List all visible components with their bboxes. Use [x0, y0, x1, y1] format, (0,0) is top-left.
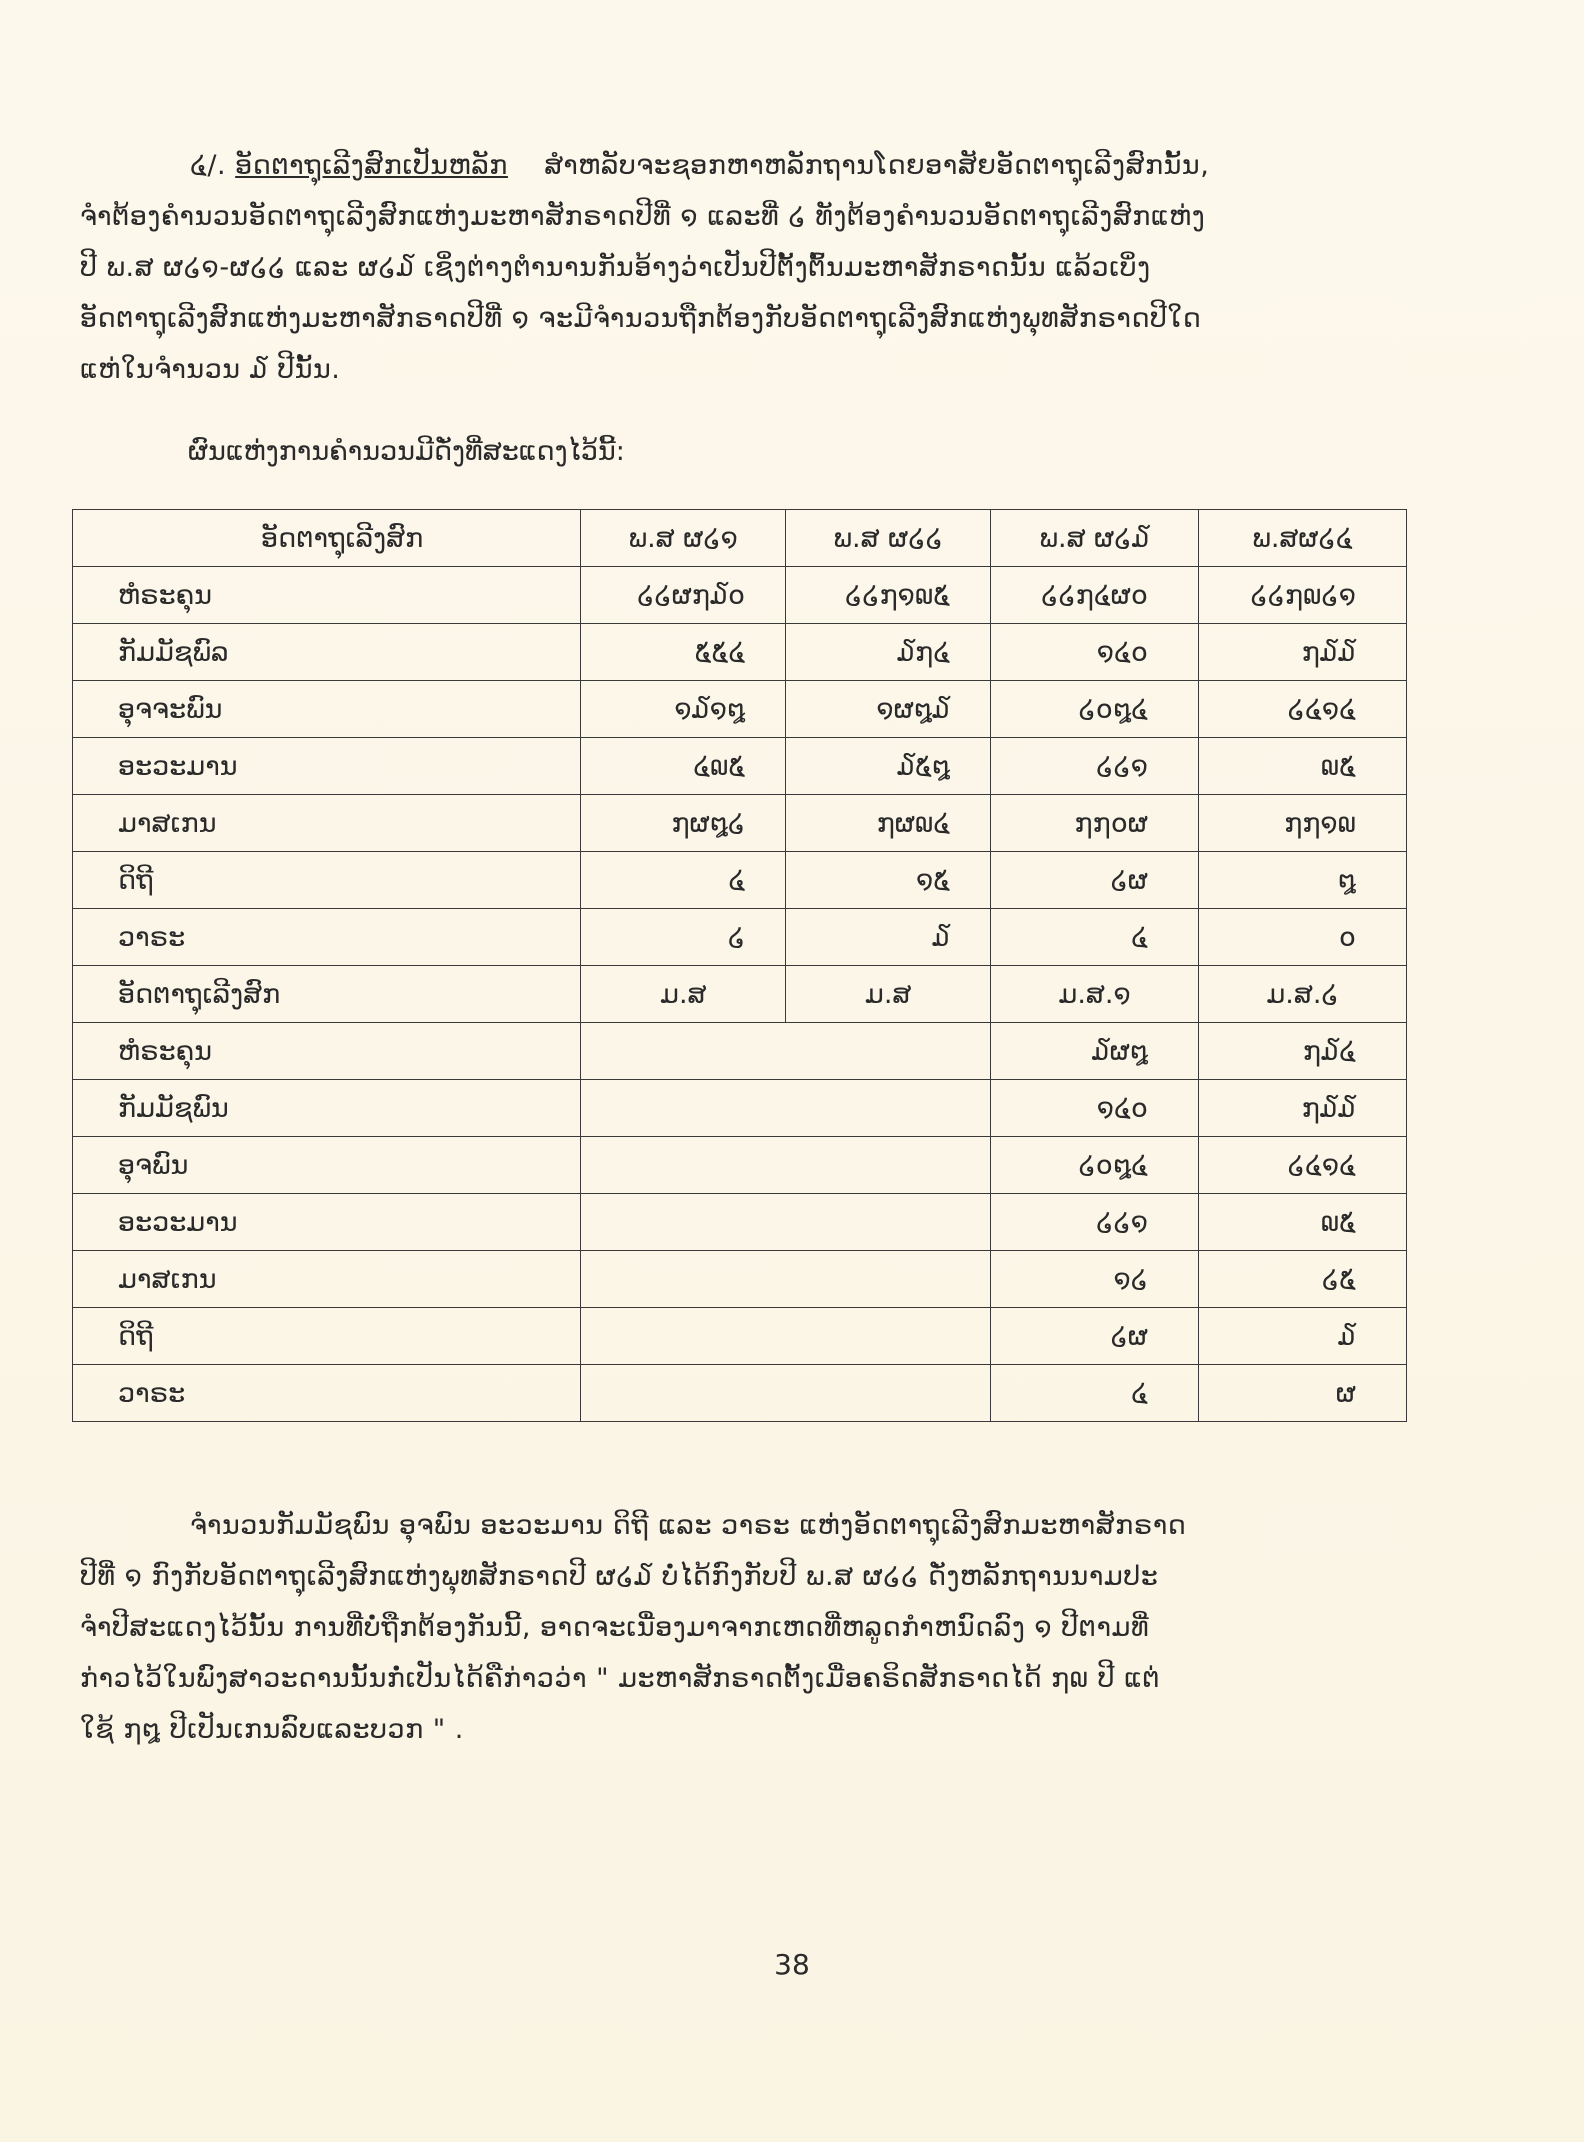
- calculation-table: [72, 509, 1407, 1422]
- table-cell: ໒໐໘໔: [991, 681, 1199, 738]
- table-row: [73, 624, 1407, 681]
- era-cell: ມ.ສ.໒: [1199, 966, 1407, 1023]
- table-cell: ໗໓໔: [1199, 1023, 1407, 1080]
- table-cell: ໗໓໓: [1199, 1080, 1407, 1137]
- page-number: 38: [774, 1948, 810, 1981]
- table-cell: ໒໔໑໔: [1199, 681, 1407, 738]
- table-row: [73, 795, 1407, 852]
- table-cell: ໐: [1199, 909, 1407, 966]
- table-cell: ໑໔໐: [991, 624, 1199, 681]
- table-cell: ໒໕: [1199, 1251, 1407, 1308]
- table-row: [73, 1023, 1407, 1080]
- table-cell: ໑໔໐: [991, 1080, 1199, 1137]
- table-cell: ໔: [581, 852, 786, 909]
- table-cell: ໗໗໐ຜ: [991, 795, 1199, 852]
- era-cell: ມ.ສ: [786, 966, 991, 1023]
- row-label: ວາຣະ: [73, 909, 581, 966]
- empty-cell: [581, 1251, 991, 1308]
- table-cell: ໒໒໑: [991, 738, 1199, 795]
- row-label: ຫໍຣະຄຸນ: [73, 1023, 581, 1080]
- empty-cell: [581, 1308, 991, 1365]
- empty-cell: [581, 1137, 991, 1194]
- paragraph-1-line-5: ແຫ່ໃນຈຳນວນ ໓ ປີນັ້ນ.: [80, 354, 341, 385]
- paragraph-1: [80, 140, 1475, 395]
- table-cell: ໑໓໑໘: [581, 681, 786, 738]
- table-cell: ໒໒໗໙໒໑: [1199, 567, 1407, 624]
- table-cell: ໗ຜ໙໔: [786, 795, 991, 852]
- table-row: [73, 1137, 1407, 1194]
- row-label: ມາສເກນ: [73, 1251, 581, 1308]
- table-cell: ໔: [991, 909, 1199, 966]
- table-cell: ໑໒: [991, 1251, 1199, 1308]
- table-cell: ຜ: [1199, 1365, 1407, 1422]
- empty-cell: [581, 1365, 991, 1422]
- table-cell: ໒: [581, 909, 786, 966]
- table-cell: ໗໗໑໙: [1199, 795, 1407, 852]
- table-cell: ໙໕: [1199, 1194, 1407, 1251]
- paragraph-1-line-1: [80, 140, 1475, 191]
- row-label: ຫໍຣະຄຸນ: [73, 567, 581, 624]
- era-cell: ມ.ສ: [581, 966, 786, 1023]
- paragraph-2-line-5: ໃຊ້ ໗໘ ປີເປັນເກນລົບແລະບວກ " .: [80, 1714, 464, 1745]
- table-row: [73, 1251, 1407, 1308]
- table-row: [73, 681, 1407, 738]
- row-label: ວາຣະ: [73, 1365, 581, 1422]
- paragraph-2-line-3: ຈຳປີສະແດງໄວ້ນັ້ນ ການທີ່ບໍ່ຖືກຕ້ອງກັນນີ້, ອາດຈະເນື່ອງມາຈາກເຫດທີ່ຫລູດກຳຫນົດລົງ ໑ ປີຕາມທີ່: [80, 1612, 1150, 1643]
- row-label: ອະວະມານ: [73, 738, 581, 795]
- table-cell: ໑ຜ໘໓: [786, 681, 991, 738]
- column-header: ພ.ສຜ໒໔: [1199, 510, 1407, 567]
- row-label: ອັດຕາຖຸເລີງສົກ: [73, 966, 581, 1023]
- table-cell: ໗ຜ໘໒: [581, 795, 786, 852]
- section-number: ໔/.: [190, 150, 227, 181]
- table-cell: ໘: [1199, 852, 1407, 909]
- row-label: ມາສເກນ: [73, 795, 581, 852]
- table-row: [73, 1365, 1407, 1422]
- column-header: ພ.ສ ຜ໒໒: [786, 510, 991, 567]
- paragraph-1-line-1-text: ສຳຫລັບຈະຊອກຫາຫລັກຖານໂດຍອາສັຍອັດຕາຖຸເລີງສົກນັ້ນ,: [544, 150, 1210, 181]
- table-cell: ໒໐໘໔: [991, 1137, 1199, 1194]
- header-label: ອັດຕາຖຸເລີງສົກ: [73, 510, 581, 567]
- paragraph-2-line-4: ກ່າວໄວ້ໃນພົງສາວະດານນັ້ນກໍ່ເປັນໄດ້ຄືກ່າວວ່າ " ມະຫາສັກຣາດຕັ້ງເມື່ອຄຣິດສັກຣາດໄດ້ ໗໙ ປີ ແຕ່: [80, 1663, 1161, 1694]
- empty-cell: [581, 1023, 991, 1080]
- row-label: ກັມມັຊພົລ: [73, 624, 581, 681]
- table-row: [73, 1308, 1407, 1365]
- table-cell: ໓: [1199, 1308, 1407, 1365]
- row-label: ອຸຈພົນ: [73, 1137, 581, 1194]
- table-cell: ໔໙໕: [581, 738, 786, 795]
- table-row: [73, 909, 1407, 966]
- row-label: ອຸຈຈະພົນ: [73, 681, 581, 738]
- table-cell: ໔: [991, 1365, 1199, 1422]
- paragraph-1-line-4: ອັດຕາຖຸເລີງສົກແຫ່ງມະຫາສັກຣາດປີທີ່ ໑ ຈະມີຈຳນວນຖືກຕ້ອງກັບອັດຕາຖຸເລີງສົກແຫ່ງພຸທສັກຣາດປີໃດ: [80, 303, 1202, 334]
- paragraph-1-line-2: ຈຳຕ້ອງຄຳນວນອັດຕາຖຸເລີງສົກແຫ່ງມະຫາສັກຣາດປີທີ່ ໑ ແລະທີ່ ໒ ທັງຕ້ອງຄຳນວນອັດຕາຖຸເລີງສົກແຫ່ງ: [80, 201, 1206, 232]
- paragraph-1-line-3: ປີ ພ.ສ ຜ໒໑-ຜ໒໒ ແລະ ຜ໒໓ ເຊິ່ງຕ່າງຕຳນານກັນອ້າງວ່າເປັນປີຕັ້ງຕົ້ນມະຫາສັກຣາດນັ້ນ ແລ້ວເບິ່ງ: [80, 252, 1151, 283]
- table-cell: ໒໒໗໔ຜ໐: [991, 567, 1199, 624]
- empty-cell: [581, 1080, 991, 1137]
- table-cell: ໓໕໘: [786, 738, 991, 795]
- table-intro: ຜົນແຫ່ງການຄຳນວນມີດັ່ງທີ່ສະແດງໄວ້ນີ້:: [188, 436, 625, 467]
- row-label: ອະວະມານ: [73, 1194, 581, 1251]
- table-row: [73, 1194, 1407, 1251]
- table-cell: ໙໕: [1199, 738, 1407, 795]
- table-header-row: [73, 510, 1407, 567]
- table-cell: ໓ຜ໘: [991, 1023, 1199, 1080]
- section-heading: ອັດຕາຖຸເລີງສົກເປັນຫລັກ: [235, 150, 508, 181]
- table-cell: ໒໔໑໔: [1199, 1137, 1407, 1194]
- table-cell: ໒໒ຜ໗໓໐: [581, 567, 786, 624]
- empty-cell: [581, 1194, 991, 1251]
- column-header: ພ.ສ ຜ໒໑: [581, 510, 786, 567]
- column-header: ພ.ສ ຜ໒໓: [991, 510, 1199, 567]
- era-cell: ມ.ສ.໑: [991, 966, 1199, 1023]
- table-cell: ໒໒໗໑໙໕: [786, 567, 991, 624]
- table-cell: ໒ຜ: [991, 852, 1199, 909]
- table-row: [73, 1080, 1407, 1137]
- table-row: [73, 738, 1407, 795]
- paragraph-2-line-1: ຈຳນວນກັມມັຊພົນ ອຸຈພົນ ອະວະມານ ດິຖີ ແລະ ວາຣະ ແຫ່ງອັດຕາຖຸເລີງສົກມະຫາສັກຣາດ: [190, 1510, 1187, 1541]
- row-label: ດິຖີ: [73, 1308, 581, 1365]
- table-cell: ໕໕໔: [581, 624, 786, 681]
- row-label: ດິຖີ: [73, 852, 581, 909]
- paragraph-2: [80, 1500, 1475, 1755]
- table-cell: ໒໒໑: [991, 1194, 1199, 1251]
- table-cell: ໑໕: [786, 852, 991, 909]
- paragraph-2-line-2: ປີທີ່ ໑ ກົງກັບອັດຕາຖຸເລີງສົກແຫ່ງພຸທສັກຣາດປີ ຜ໒໓ ບໍ່ໄດ້ກົງກັບປີ ພ.ສ ຜ໒໒ ດັ່ງຫລັກຖານນາມປະ: [80, 1561, 1159, 1592]
- table-cell: ໓໗໔: [786, 624, 991, 681]
- table-subheader-row: [73, 966, 1407, 1023]
- table-cell: ໓: [786, 909, 991, 966]
- row-label: ກັມມັຊພົນ: [73, 1080, 581, 1137]
- table-row: [73, 852, 1407, 909]
- table-cell: ໒ຜ: [991, 1308, 1199, 1365]
- table-row: [73, 567, 1407, 624]
- table-cell: ໗໓໓: [1199, 624, 1407, 681]
